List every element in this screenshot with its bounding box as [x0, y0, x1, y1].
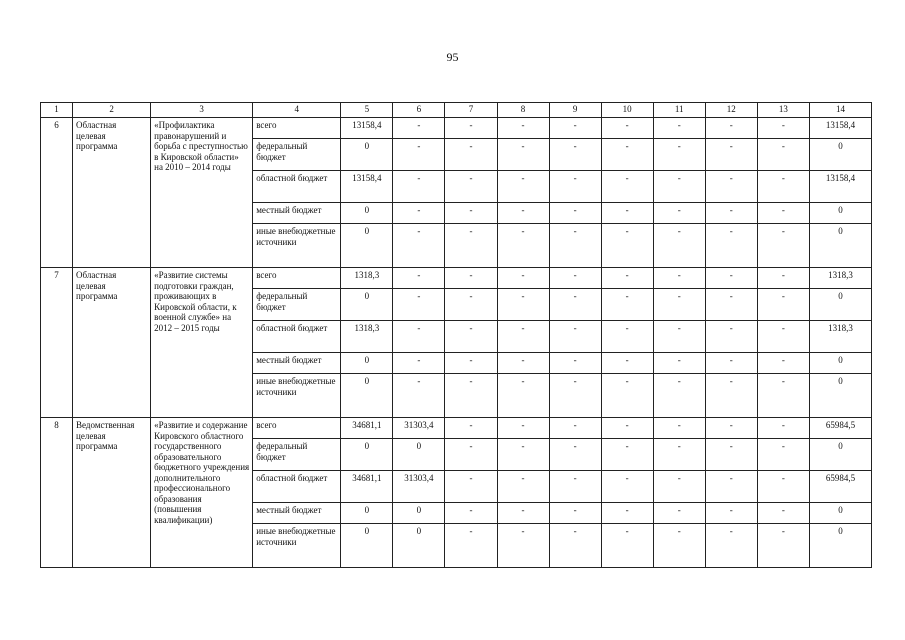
program-type: Ведомственная целевая программа — [73, 418, 151, 568]
value-cell: - — [497, 203, 549, 224]
value-cell: 0 — [341, 374, 393, 418]
value-cell: - — [549, 203, 601, 224]
value-cell: - — [497, 353, 549, 374]
value-cell: - — [757, 471, 809, 503]
value-cell: - — [757, 524, 809, 568]
program-number: 7 — [41, 268, 73, 418]
funding-source-label: федеральный бюджет — [253, 439, 341, 471]
value-cell: - — [653, 503, 705, 524]
value-cell: 0 — [341, 139, 393, 171]
funding-source-label: иные внебюджетные источники — [253, 374, 341, 418]
funding-source-label: всего — [253, 118, 341, 139]
value-cell: - — [445, 139, 497, 171]
value-cell: - — [705, 224, 757, 268]
column-header: 4 — [253, 103, 341, 118]
column-header: 3 — [151, 103, 253, 118]
table-row — [41, 418, 872, 439]
value-cell: 1318,3 — [341, 321, 393, 353]
column-header: 12 — [705, 103, 757, 118]
value-cell: - — [705, 203, 757, 224]
value-cell: - — [601, 524, 653, 568]
total-cell: 65984,5 — [809, 418, 871, 439]
funding-source-label: всего — [253, 418, 341, 439]
program-number: 8 — [41, 418, 73, 568]
value-cell: 0 — [341, 353, 393, 374]
value-cell: - — [549, 224, 601, 268]
value-cell: - — [601, 321, 653, 353]
value-cell: - — [549, 268, 601, 289]
value-cell: - — [393, 139, 445, 171]
funding-source-label: местный бюджет — [253, 203, 341, 224]
value-cell: - — [705, 268, 757, 289]
funding-source-label: федеральный бюджет — [253, 139, 341, 171]
value-cell: - — [757, 118, 809, 139]
value-cell: - — [445, 524, 497, 568]
column-number-row — [41, 103, 872, 118]
value-cell: - — [601, 224, 653, 268]
value-cell: 34681,1 — [341, 471, 393, 503]
value-cell: - — [757, 503, 809, 524]
value-cell: - — [549, 353, 601, 374]
value-cell: 13158,4 — [341, 171, 393, 203]
value-cell: - — [445, 118, 497, 139]
value-cell: - — [601, 439, 653, 471]
value-cell: 31303,4 — [393, 471, 445, 503]
table-row — [41, 118, 872, 139]
value-cell: - — [653, 139, 705, 171]
funding-source-label: местный бюджет — [253, 353, 341, 374]
value-cell: - — [757, 171, 809, 203]
value-cell: - — [393, 268, 445, 289]
value-cell: - — [497, 118, 549, 139]
total-cell: 13158,4 — [809, 171, 871, 203]
column-header: 10 — [601, 103, 653, 118]
value-cell: - — [705, 471, 757, 503]
value-cell: - — [445, 171, 497, 203]
total-cell: 0 — [809, 139, 871, 171]
program-name: «Профилактика правонарушений и борьба с преступностью в Кировской области» на 2010 – 2014 годы — [151, 118, 253, 268]
value-cell: - — [497, 139, 549, 171]
total-cell: 0 — [809, 289, 871, 321]
funding-source-label: иные внебюджетные источники — [253, 224, 341, 268]
value-cell: - — [601, 418, 653, 439]
value-cell: - — [705, 139, 757, 171]
value-cell: 1318,3 — [341, 268, 393, 289]
value-cell: - — [705, 118, 757, 139]
value-cell: - — [549, 418, 601, 439]
total-cell: 0 — [809, 224, 871, 268]
value-cell: - — [497, 374, 549, 418]
value-cell: - — [445, 289, 497, 321]
program-name: «Развитие и содержание Кировского областного государственного образовательного бюджетного учреждения дополнительного профессионального образования (повышения квалификации) — [151, 418, 253, 568]
value-cell: - — [705, 418, 757, 439]
value-cell: - — [445, 471, 497, 503]
column-header: 14 — [809, 103, 871, 118]
value-cell: - — [393, 353, 445, 374]
value-cell: - — [705, 439, 757, 471]
value-cell: - — [653, 471, 705, 503]
value-cell: - — [601, 289, 653, 321]
value-cell: 0 — [341, 524, 393, 568]
value-cell: - — [549, 118, 601, 139]
value-cell: - — [653, 418, 705, 439]
value-cell: - — [497, 524, 549, 568]
value-cell: - — [705, 374, 757, 418]
program-type: Областная целевая программа — [73, 118, 151, 268]
funding-source-label: иные внебюджетные источники — [253, 524, 341, 568]
value-cell: - — [601, 171, 653, 203]
total-cell: 1318,3 — [809, 268, 871, 289]
value-cell: - — [445, 224, 497, 268]
total-cell: 0 — [809, 203, 871, 224]
value-cell: - — [653, 321, 705, 353]
value-cell: - — [757, 321, 809, 353]
value-cell: - — [549, 439, 601, 471]
value-cell: 0 — [341, 224, 393, 268]
value-cell: - — [653, 268, 705, 289]
value-cell: - — [601, 503, 653, 524]
value-cell: - — [653, 439, 705, 471]
value-cell: - — [653, 171, 705, 203]
column-header: 11 — [653, 103, 705, 118]
value-cell: - — [601, 471, 653, 503]
value-cell: - — [393, 224, 445, 268]
value-cell: - — [497, 224, 549, 268]
value-cell: - — [549, 289, 601, 321]
value-cell: - — [497, 418, 549, 439]
value-cell: - — [653, 289, 705, 321]
value-cell: - — [705, 353, 757, 374]
value-cell: - — [653, 203, 705, 224]
value-cell: - — [653, 524, 705, 568]
value-cell: - — [393, 289, 445, 321]
value-cell: 0 — [393, 503, 445, 524]
column-header: 6 — [393, 103, 445, 118]
funding-source-label: областной бюджет — [253, 171, 341, 203]
value-cell: 0 — [393, 524, 445, 568]
value-cell: - — [653, 224, 705, 268]
value-cell: - — [497, 439, 549, 471]
value-cell: - — [497, 171, 549, 203]
column-header: 9 — [549, 103, 601, 118]
value-cell: - — [549, 374, 601, 418]
column-header: 13 — [757, 103, 809, 118]
total-cell: 0 — [809, 524, 871, 568]
value-cell: - — [497, 321, 549, 353]
total-cell: 1318,3 — [809, 321, 871, 353]
column-header: 7 — [445, 103, 497, 118]
funding-source-label: федеральный бюджет — [253, 289, 341, 321]
value-cell: 0 — [341, 439, 393, 471]
page-number: 95 — [446, 50, 459, 64]
value-cell: - — [601, 268, 653, 289]
value-cell: - — [497, 268, 549, 289]
value-cell: - — [653, 118, 705, 139]
value-cell: 0 — [393, 439, 445, 471]
value-cell: - — [757, 418, 809, 439]
column-header: 2 — [73, 103, 151, 118]
value-cell: - — [445, 203, 497, 224]
value-cell: - — [445, 268, 497, 289]
value-cell: - — [601, 203, 653, 224]
program-number: 6 — [41, 118, 73, 268]
column-header: 5 — [341, 103, 393, 118]
value-cell: - — [445, 439, 497, 471]
value-cell: - — [705, 321, 757, 353]
value-cell: 31303,4 — [393, 418, 445, 439]
value-cell: 0 — [341, 503, 393, 524]
value-cell: - — [445, 353, 497, 374]
table-row — [41, 268, 872, 289]
column-header: 1 — [41, 103, 73, 118]
value-cell: - — [445, 418, 497, 439]
funding-source-label: областной бюджет — [253, 471, 341, 503]
program-name: «Развитие системы подготовки граждан, проживающих в Кировской области, к военной службе» на 2012 – 2015 годы — [151, 268, 253, 418]
total-cell: 65984,5 — [809, 471, 871, 503]
total-cell: 0 — [809, 439, 871, 471]
total-cell: 0 — [809, 374, 871, 418]
total-cell: 0 — [809, 353, 871, 374]
value-cell: - — [445, 374, 497, 418]
value-cell: - — [393, 374, 445, 418]
program-type: Областная целевая программа — [73, 268, 151, 418]
value-cell: - — [757, 439, 809, 471]
budget-table — [40, 102, 872, 568]
value-cell: - — [445, 321, 497, 353]
value-cell: - — [393, 321, 445, 353]
value-cell: - — [549, 524, 601, 568]
value-cell: - — [601, 353, 653, 374]
total-cell: 13158,4 — [809, 118, 871, 139]
value-cell: - — [601, 374, 653, 418]
value-cell: - — [445, 503, 497, 524]
value-cell: - — [549, 139, 601, 171]
column-header: 8 — [497, 103, 549, 118]
value-cell: 0 — [341, 203, 393, 224]
funding-source-label: всего — [253, 268, 341, 289]
value-cell: 34681,1 — [341, 418, 393, 439]
value-cell: 13158,4 — [341, 118, 393, 139]
value-cell: - — [497, 471, 549, 503]
value-cell: - — [549, 321, 601, 353]
value-cell: - — [705, 524, 757, 568]
value-cell: - — [757, 203, 809, 224]
value-cell: - — [757, 139, 809, 171]
value-cell: - — [497, 289, 549, 321]
value-cell: - — [705, 289, 757, 321]
funding-source-label: областной бюджет — [253, 321, 341, 353]
value-cell: - — [393, 118, 445, 139]
value-cell: - — [497, 503, 549, 524]
funding-source-label: местный бюджет — [253, 503, 341, 524]
total-cell: 0 — [809, 503, 871, 524]
value-cell: - — [705, 503, 757, 524]
value-cell: - — [757, 268, 809, 289]
value-cell: - — [757, 374, 809, 418]
value-cell: - — [653, 353, 705, 374]
value-cell: - — [549, 171, 601, 203]
value-cell: - — [549, 503, 601, 524]
value-cell: - — [757, 353, 809, 374]
value-cell: - — [549, 471, 601, 503]
value-cell: - — [757, 224, 809, 268]
value-cell: - — [705, 171, 757, 203]
value-cell: - — [757, 289, 809, 321]
value-cell: - — [601, 118, 653, 139]
value-cell: - — [393, 171, 445, 203]
value-cell: 0 — [341, 289, 393, 321]
value-cell: - — [601, 139, 653, 171]
value-cell: - — [393, 203, 445, 224]
value-cell: - — [653, 374, 705, 418]
